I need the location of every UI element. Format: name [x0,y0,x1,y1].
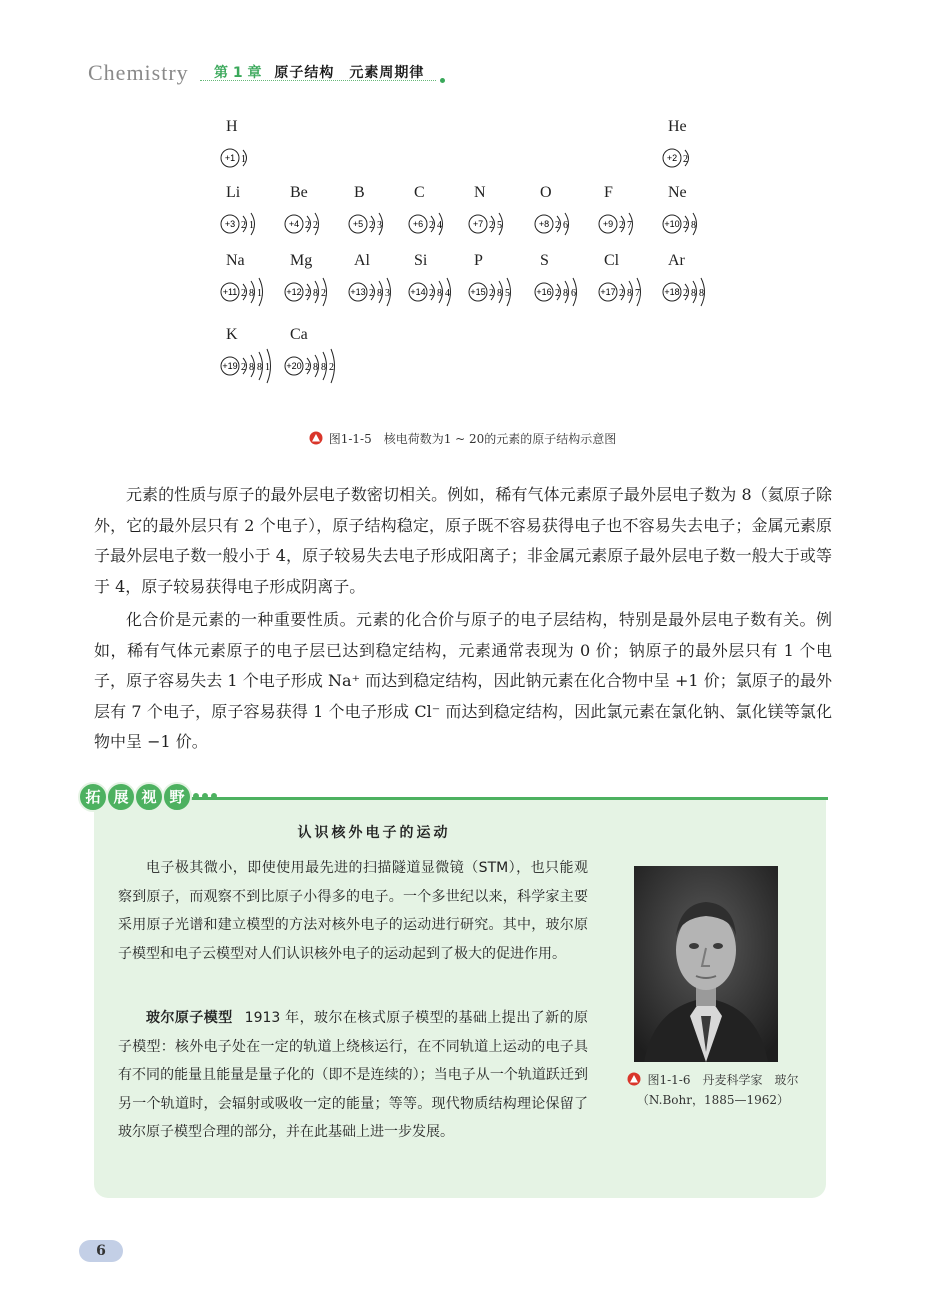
shell-electron-count: 6 [563,220,568,231]
atom-diagram-ar [652,252,742,316]
shell-electron-count: 2 [305,288,310,299]
page-number: 6 [79,1240,123,1262]
shell-electron-count: 8 [563,288,568,299]
nuclear-charge: +13 [350,287,366,297]
nuclear-charge: +8 [538,219,550,229]
shell-electron-count: 8 [313,288,318,299]
atom-structure-graphic [660,202,740,246]
shell-electron-count: 8 [699,288,704,299]
tab-char-2: 展 [106,782,136,812]
shell-electron-count: 2 [305,362,310,373]
element-symbol: Li [226,184,241,201]
shell-electron-count: 2 [241,288,246,299]
shell-electron-count: 4 [445,288,450,299]
photo-caption-line-2: （N.Bohr，1885—1962） [636,1093,790,1107]
bohr-portrait-photo [634,866,778,1062]
nuclear-charge: +9 [602,219,614,229]
body-paragraph-2: 化合价是元素的一种重要性质。元素的化合价与原子的电子层结构，特别是最外层电子数有关。例如，稀有气体元素原子的电子层已达到稳定结构，元素通常表现为 0 价；钠原子的最外层只有 1 个电子，原子容易失去 1 个电子形成 Na⁺ 而达到稳定结构，因此钠元素在化合物中呈 +1 价；氯原子的最外层有 7 个电子，原子容易获得 1 个电子形成 Cl⁻ 而达到稳定结构，因此氯元素在氯化钠、氯化镁等氯化物中呈 −1 价。 [94,610,832,751]
shell-electron-count: 2 [489,220,494,231]
element-symbol: Al [354,252,370,269]
shell-electron-count: 8 [437,288,442,299]
nuclear-charge: +1 [224,153,236,163]
element-symbol: P [474,252,483,269]
triangle-marker-icon [627,1072,641,1086]
box-title: 认识核外电子的运动 [297,825,451,841]
shell-electron-count: 8 [257,362,262,373]
shell-electron-count: 2 [683,288,688,299]
figure-caption [0,430,925,447]
shell-electron-count: 3 [385,288,390,299]
shell-electron-count: 1 [257,288,262,299]
shell-electron-count: 2 [321,288,326,299]
box-paragraph-1: 电子极其微小，即使使用最先进的扫描隧道显微镜（STM），也只能观察到原子，而观察不到比原子小得多的电子。一个多世纪以来，科学家主要采用原子光谱和建立模型的方法对核外电子的运动进行研究。其中，玻尔原子模型和电子云模型对人们认识核外电子的运动起到了极大的促进作用。 [118,860,588,962]
body-paragraph-1: 元素的性质与原子的最外层电子数密切相关。例如，稀有气体元素原子最外层电子数为 8（氦原子除外，它的最外层只有 2 个电子），原子结构稳定，原子既不容易获得电子也不容易失去电子；金属元素原子最外层电子数一般小于 4，原子较易失去电子形成阳离子；非金属元素原子最外层电子数一般大于或等于 4，原子较易获得电子形成阴离子。 [94,485,832,596]
nuclear-charge: +14 [410,287,426,297]
shell-electron-count: 8 [691,288,696,299]
element-symbol: Ne [668,184,687,201]
tab-dot [202,793,208,799]
nuclear-charge: +11 [222,287,238,297]
shell-electron-count: 8 [691,220,696,231]
nuclear-charge: +19 [222,361,238,371]
shell-electron-count: 8 [249,288,254,299]
nuclear-charge: +12 [286,287,302,297]
shell-electron-count: 2 [429,220,434,231]
chapter-number: 第 1 章 [214,65,262,81]
element-symbol: B [354,184,365,201]
atom-structure-graphic [660,270,740,314]
shell-electron-count: 2 [313,220,318,231]
chapter-heading [214,62,424,82]
extension-box-rule [186,797,828,800]
box-paragraph-2-body: 1913 年，玻尔在核式原子模型的基础上提出了新的原子模型：核外电子处在一定的轨道上绕核运行，在不同轨道上运动的电子具有不同的能量且能量是量子化的（即不是连续的）；当电子从一个轨道跃迁到另一个轨道时，会辐射或吸收一定的能量；等等。现代物质结构理论保留了玻尔原子模型合理的部分，并在此基础上进一步发展。 [118,1010,589,1140]
element-symbol: N [474,184,486,201]
header-dotted-rule [200,80,436,81]
photo-caption [608,1070,818,1110]
element-symbol: Si [414,252,428,269]
atom-structure-graphic [218,136,298,180]
shell-electron-count: 1 [241,154,246,165]
atom-diagram-ne [652,184,742,248]
shell-electron-count: 2 [619,288,624,299]
shell-electron-count: 1 [265,362,270,373]
brand-title: Chemistry [88,60,189,85]
nuclear-charge: +15 [470,287,486,297]
shell-electron-count: 2 [241,362,246,373]
shell-electron-count: 8 [497,288,502,299]
shell-electron-count: 2 [683,220,688,231]
shell-electron-count: 2 [555,220,560,231]
shell-electron-count: 2 [305,220,310,231]
tab-char-1: 拓 [78,782,108,812]
photo-caption-text-1: 图1-1-6 丹麦科学家 玻尔 [647,1073,799,1087]
box-paragraph-2 [118,1004,588,1147]
shell-electron-count: 2 [619,220,624,231]
nuclear-charge: +3 [224,219,236,229]
atom-structure-figure [210,118,730,418]
shell-electron-count: 8 [377,288,382,299]
element-symbol: F [604,184,613,201]
shell-electron-count: 1 [249,220,254,231]
atom-structure-graphic [282,344,362,388]
box-paragraph-2-lead: 玻尔原子模型 [146,1010,233,1026]
tab-dot [193,793,199,799]
figure-caption-text: 图1-1-5 核电荷数为1 ~ 20的元素的原子结构示意图 [328,432,617,446]
element-symbol: Mg [290,252,313,269]
chapter-title: 原子结构 元素周期律 [274,65,425,81]
element-symbol: C [414,184,425,201]
shell-electron-count: 2 [683,154,688,165]
shell-electron-count: 8 [249,362,254,373]
atom-structure-graphic [660,136,740,180]
shell-electron-count: 8 [627,288,632,299]
shell-electron-count: 2 [489,288,494,299]
triangle-marker-icon [309,431,323,445]
tab-dot [211,793,217,799]
shell-electron-count: 4 [437,220,442,231]
shell-electron-count: 7 [627,220,632,231]
nuclear-charge: +4 [288,219,300,229]
tab-char-4: 野 [162,782,192,812]
element-symbol: He [668,118,687,135]
nuclear-charge: +17 [600,287,616,297]
element-symbol: Na [226,252,245,269]
extension-tab [78,782,217,814]
element-symbol: O [540,184,552,201]
shell-electron-count: 8 [313,362,318,373]
shell-electron-count: 2 [241,220,246,231]
nuclear-charge: +18 [664,287,680,297]
shell-electron-count: 8 [321,362,326,373]
nuclear-charge: +16 [536,287,552,297]
nuclear-charge: +10 [664,219,680,229]
shell-electron-count: 5 [505,288,510,299]
shell-electron-count: 2 [429,288,434,299]
atom-diagram-ca [274,326,364,390]
shell-electron-count: 2 [555,288,560,299]
element-symbol: H [226,118,238,135]
atom-diagram-h [210,118,300,182]
nuclear-charge: +6 [412,219,424,229]
header-end-dot [440,78,445,83]
shell-electron-count: 2 [369,288,374,299]
shell-electron-count: 3 [377,220,382,231]
photo-caption-line-1 [608,1070,818,1090]
tab-char-3: 视 [134,782,164,812]
nuclear-charge: +20 [286,361,302,371]
nuclear-charge: +7 [472,219,484,229]
element-symbol: Ca [290,326,308,343]
element-symbol: Cl [604,252,620,269]
shell-electron-count: 2 [369,220,374,231]
atom-diagram-he [652,118,742,182]
shell-electron-count: 5 [497,220,502,231]
shell-electron-count: 7 [635,288,640,299]
running-header [88,56,448,90]
element-symbol: Ar [668,252,685,269]
nuclear-charge: +2 [666,153,678,163]
element-symbol: K [226,326,238,343]
element-symbol: Be [290,184,308,201]
shell-electron-count: 2 [329,362,334,373]
element-symbol: S [540,252,549,269]
nuclear-charge: +5 [352,219,364,229]
shell-electron-count: 6 [571,288,576,299]
